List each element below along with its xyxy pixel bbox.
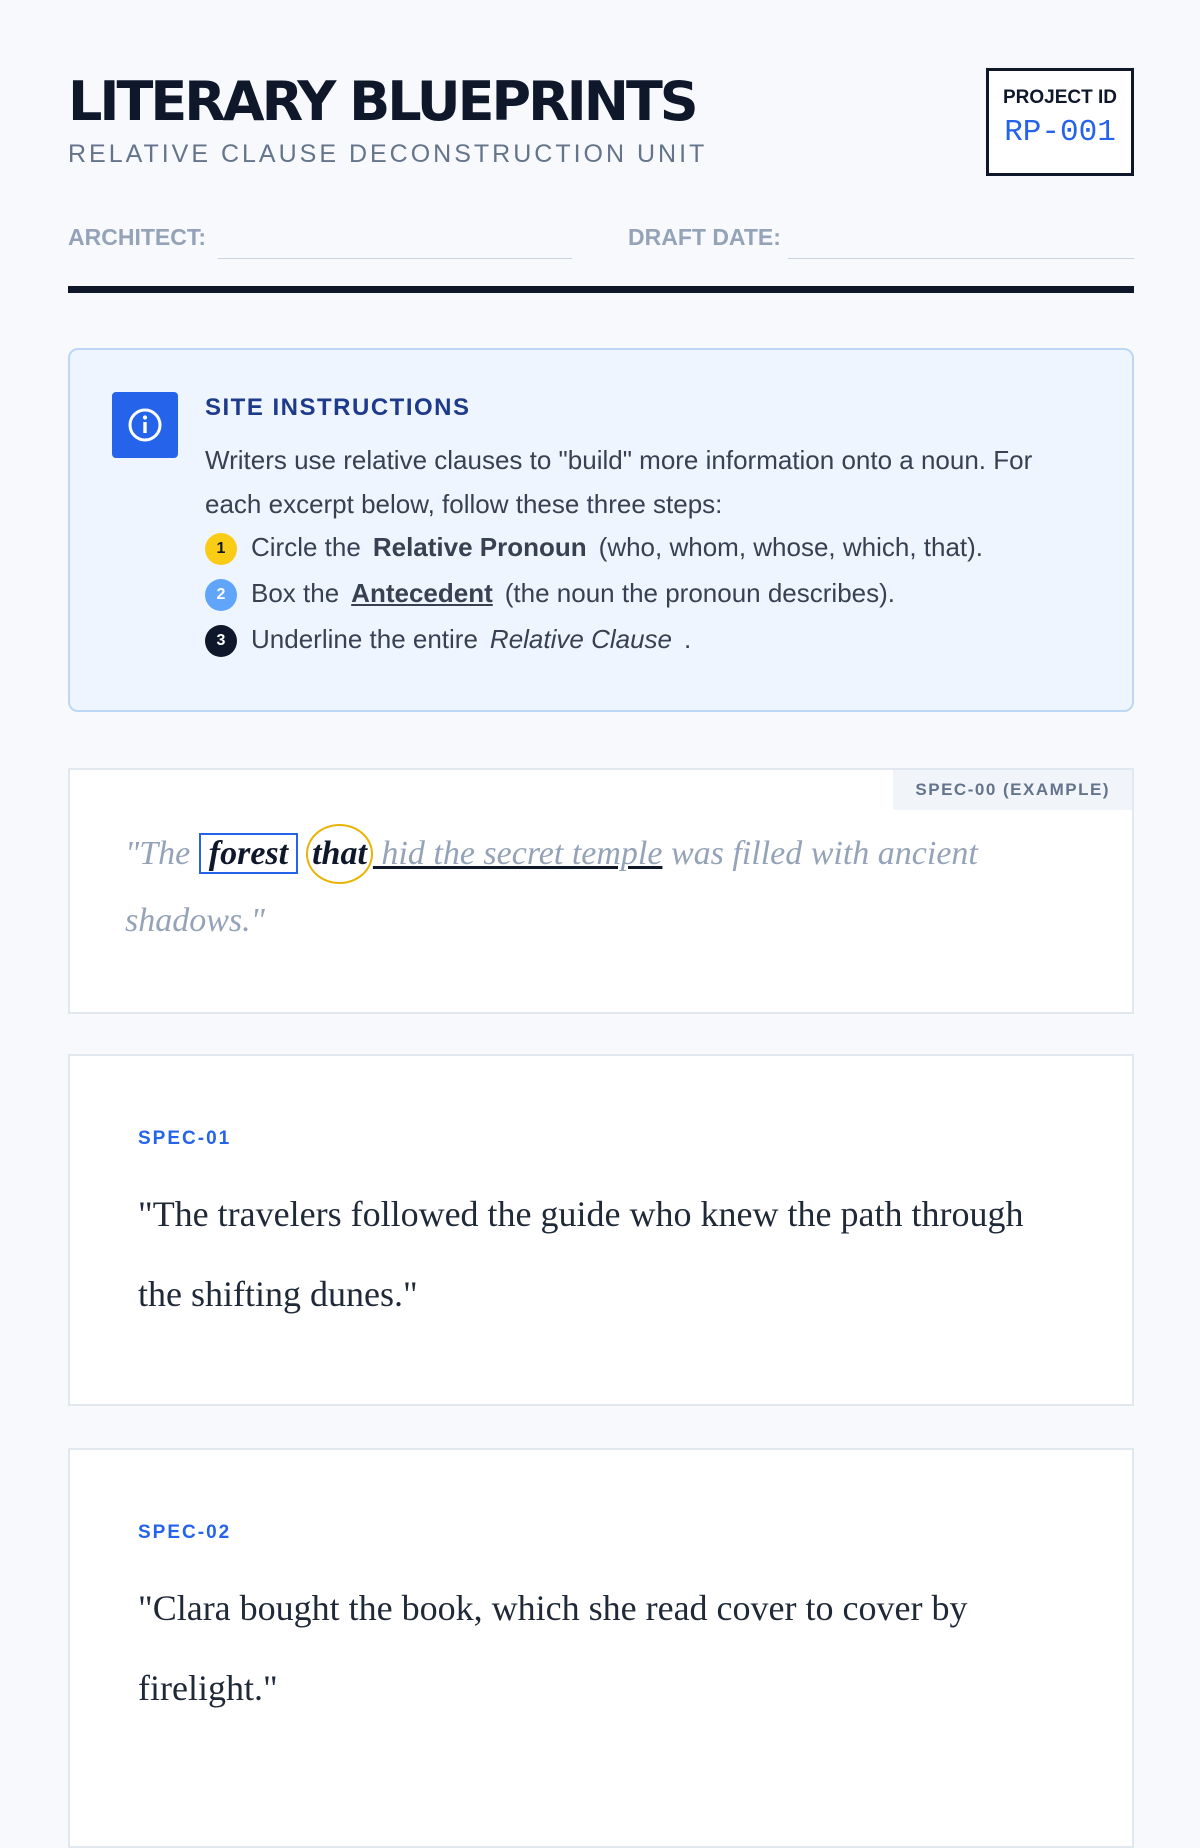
- info-icon: [112, 392, 178, 458]
- pronoun-circle: that: [306, 824, 373, 884]
- project-id-box: [986, 68, 1134, 176]
- step-note: (the noun the pronoun describes).: [504, 578, 896, 608]
- step-text: Box the: [251, 578, 340, 608]
- step-3: [205, 624, 691, 657]
- step-text: Underline the entire: [251, 624, 478, 654]
- page-subtitle: RELATIVE CLAUSE DECONSTRUCTION UNIT: [68, 140, 708, 168]
- step-1: [205, 532, 983, 565]
- relative-clause-underline: hid the secret temple: [372, 835, 663, 872]
- project-id-label: PROJECT ID: [1002, 87, 1118, 108]
- spec-card: [68, 1054, 1134, 1406]
- step-number: 1: [205, 533, 237, 565]
- spec-sentence[interactable]: "The travelers followed the guide who knew the path through the shifting dunes.": [138, 1194, 1024, 1314]
- instructions-panel: [68, 348, 1134, 712]
- header-divider: [68, 286, 1134, 293]
- step-number: 3: [205, 625, 237, 657]
- step-key-term: Antecedent: [351, 578, 493, 608]
- page-title: LITERARY BLUEPRINTS: [68, 70, 696, 133]
- architect-field[interactable]: [218, 258, 572, 259]
- example-sentence: [125, 820, 1025, 954]
- example-card: [68, 768, 1134, 1014]
- draft-date-field[interactable]: [788, 258, 1134, 259]
- step-note: .: [684, 624, 692, 654]
- step-2: [205, 578, 895, 611]
- step-key-term: Relative Clause: [489, 624, 673, 654]
- instructions-body: Writers use relative clauses to "build" more information onto a noun. For each excerpt below, follow these three steps:: [205, 445, 1033, 519]
- step-text: Circle the: [251, 532, 361, 562]
- draft-date-label: DRAFT DATE:: [628, 224, 781, 250]
- example-open: "The: [125, 835, 191, 872]
- step-number: 2: [205, 579, 237, 611]
- step-key-term: Relative Pronoun: [372, 532, 587, 562]
- example-tag: SPEC-00 (EXAMPLE): [893, 770, 1132, 810]
- step-note: (who, whom, whose, which, that).: [598, 532, 984, 562]
- spec-label: SPEC-02: [138, 1522, 232, 1543]
- spec-card: [68, 1448, 1134, 1848]
- antecedent-box: forest: [199, 833, 298, 874]
- spec-sentence[interactable]: "Clara bought the book, which she read cover to cover by firelight.": [138, 1588, 968, 1708]
- instructions-title: SITE INSTRUCTIONS: [205, 394, 471, 421]
- example-rest: was filled with ancient shadows.": [125, 835, 978, 939]
- architect-label: ARCHITECT:: [68, 224, 206, 250]
- project-id-value: RP-001: [1004, 115, 1116, 150]
- spec-label: SPEC-01: [138, 1128, 232, 1149]
